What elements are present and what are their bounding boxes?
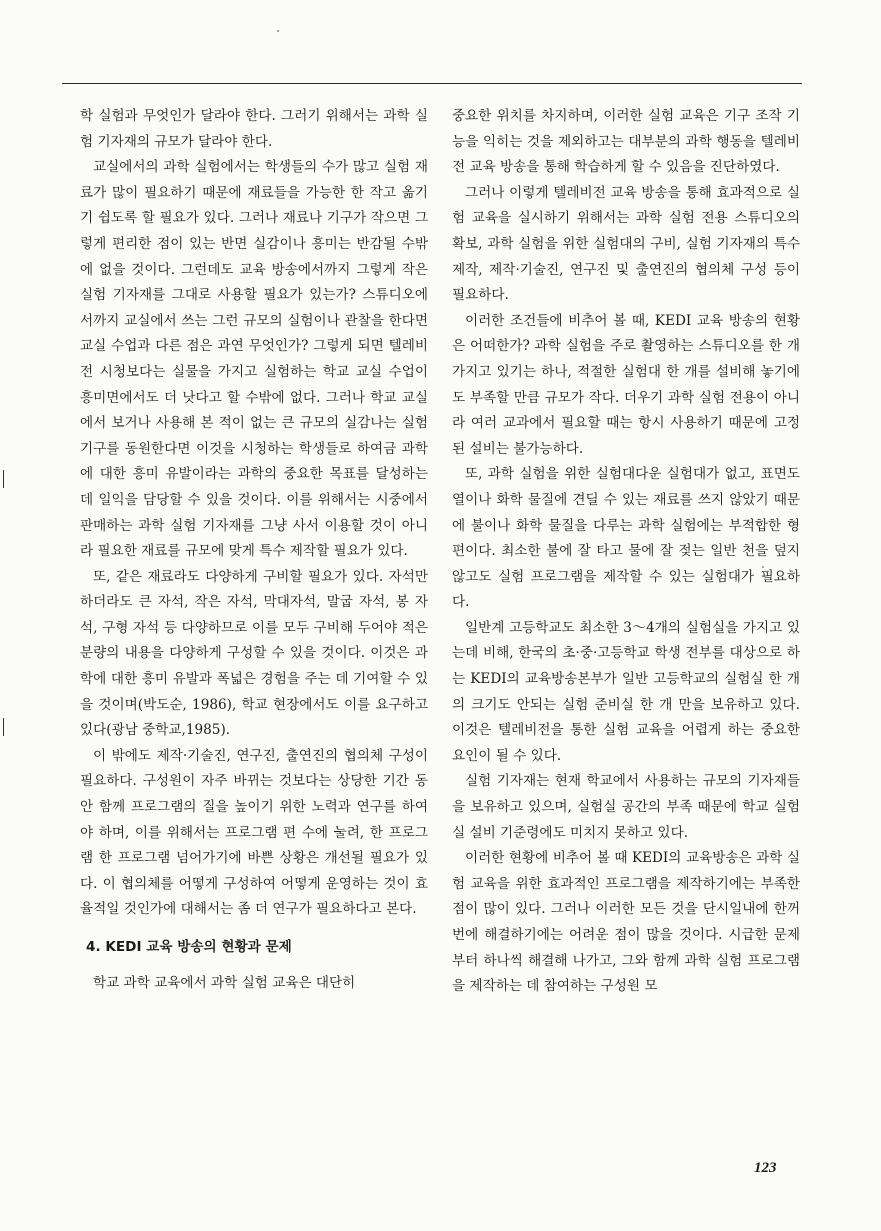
paragraph: 실험 기자재는 현재 학교에서 사용하는 규모의 기자재들을 보유하고 있으며, 실험실 공간의 부족 때문에 학교 실험실 설비 기준령에도 미치지 못하고 있다.: [452, 773, 800, 841]
paragraph: 학 실험과 무엇인가 달라야 한다. 그러기 위해서는 과학 실험 기자재의 규모가 달라야 한다.: [80, 108, 428, 150]
paragraph: 또, 과학 실험을 위한 실험대다운 실험대가 없고, 표면도 열이나 화학 물질에 견딜 수 있는 재료를 쓰지 않았기 때문에 불이나 화학 물질을 다루는 과학 실험에는 부적합한 형편이다. 최소한 불에 잘 타고 물에 잘 젖는 일반 천을 덮지 않고도 실험 프로그램을 제작할 수 있는 실험대가 필요하다.: [452, 466, 800, 611]
paragraph: 그러나 이렇게 텔레비전 교육 방송을 통해 효과적으로 실험 교육을 실시하기 위해서는 과학 실험 전용 스튜디오의 확보, 과학 실험을 위한 실험대의 구비, 실험 기자재의 특수 제작, 제작·기술진, 연구진 및 출연진의 협의체 구성 등이 필요하다.: [452, 184, 800, 304]
scan-margin-mark: [3, 470, 4, 488]
paragraph: 교실에서의 과학 실험에서는 학생들의 수가 많고 실험 재료가 많이 필요하기 때문에 재료들을 가능한 한 작고 옮기기 쉽도록 할 필요가 있다. 그러나 재료나 기구가 작으면 그렇게 편리한 점이 있는 반면 실감이나 흥미는 반감될 수밖에 없을 것이다. 그런데도 교육 방송에서까지 그렇게 작은 실험 기자재를 그대로 사용할 필요가 있는가? 스튜디오에서까지 교실에서 쓰는 그런 규모의 실험이나 관찰을 한다면 교실 수업과 다른 점은 과연 무엇인가? 그렇게 되면 텔레비전 시청보다는 실물을 가지고 실험하는 학교 교실 수업이 흥미면에서도 더 낫다고 할 수밖에 없다. 그러나 학교 교실에서 보거나 사용해 본 적이 없는 큰 규모의 실감나는 실험 기구를 동원한다면 이것을 시청하는 학생들로 하여금 과학에 대한 흥미 유발이라는 과학의 중요한 목표를 달성하는 데 일익을 담당할 수 있을 것이다. 이를 위해서는 시중에서 판매하는 과학 실험 기자재를 그냥 사서 이용할 것이 아니라 필요한 재료를 규모에 맞게 특수 제작할 필요가 있다.: [80, 159, 428, 560]
section-heading: 4. KEDI 교육 방송의 현황과 문제: [86, 939, 292, 955]
scan-margin-mark: [3, 718, 4, 736]
right-column: [452, 104, 800, 1000]
paragraph: 이 밖에도 제작·기술진, 연구진, 출연진의 협의체 구성이 필요하다. 구성원이 자주 바뀌는 것보다는 상당한 기간 동안 함께 프로그램의 질을 높이기 위한 노력과 연구를 하여야 하며, 이를 위해서는 프로그램 편 수에 눌려, 한 프로그램 한 프로그램 넘어가기에 바쁜 상황은 개선될 필요가 있다. 이 협의체를 어떻게 구성하여 어떻게 운영하는 것이 효율적일 것인가에 대해서는 좀 더 연구가 필요하다고 본다.: [80, 747, 428, 918]
paragraph: 일반계 고등학교도 최소한 3～4개의 실험실을 가지고 있는데 비해, 한국의 초·중·고등학교 학생 전부를 대상으로 하는 KEDI의 교육방송본부가 일반 고등학교의 실험실 한 개의 크기도 안되는 실험 준비실 한 개 만을 보유하고 있다. 이것은 텔레비전을 통한 실험 교육을 어렵게 하는 중요한 요인이 될 수 있다.: [452, 619, 800, 764]
scan-speck: [277, 30, 279, 32]
paragraph: 중요한 위치를 차지하며, 이러한 실험 교육은 기구 조작 기능을 익히는 것을 제외하고는 대부분의 과학 행동을 텔레비전 교육 방송을 통해 학습하게 할 수 있음을 진단하였다.: [452, 108, 800, 176]
left-column: [80, 104, 428, 996]
paragraph: 학교 과학 교육에서 과학 실험 교육은 대단히: [93, 974, 356, 991]
paragraph: 이러한 현황에 비추어 볼 때 KEDI의 교육방송은 과학 실험 교육을 위한 효과적인 프로그램을 제작하기에는 부족한 점이 많이 있다. 그러나 이러한 모든 것을 단시일내에 한꺼번에 해결하기에는 어려운 점이 많을 것이다. 시급한 문제부터 하나씩 해결해 나가고, 그와 함께 과학 실험 프로그램을 제작하는 데 참여하는 구성원 모: [452, 850, 800, 995]
header-rule: [62, 83, 802, 84]
page-number: 123: [754, 1160, 777, 1176]
paragraph: 또, 같은 재료라도 다양하게 구비할 필요가 있다. 자석만 하더라도 큰 자석, 작은 자석, 막대자석, 말굽 자석, 봉 자석, 구형 자석 등 다양하므로 이를 모두 구비해 두어야 적은 분량의 내용을 다양하게 구성할 수 있을 것이다. 이것은 과학에 대한 흥미 유발과 폭넓은 경험을 주는 데 기여할 수 있을 것이며(박도순, 1986), 학교 현장에서도 이를 요구하고 있다(광남 중학교,1985).: [80, 568, 428, 739]
paragraph: 이러한 조건들에 비추어 볼 때, KEDI 교육 방송의 현황은 어떠한가? 과학 실험을 주로 촬영하는 스튜디오를 한 개 가지고 있기는 하나, 적절한 실험대 한 개를 설비해 놓기에도 부족할 만큼 규모가 작다. 더우기 과학 실험 전용이 아니라 여러 교과에서 필요할 때는 항시 사용하기 때문에 고정된 설비는 불가능하다.: [452, 312, 800, 457]
